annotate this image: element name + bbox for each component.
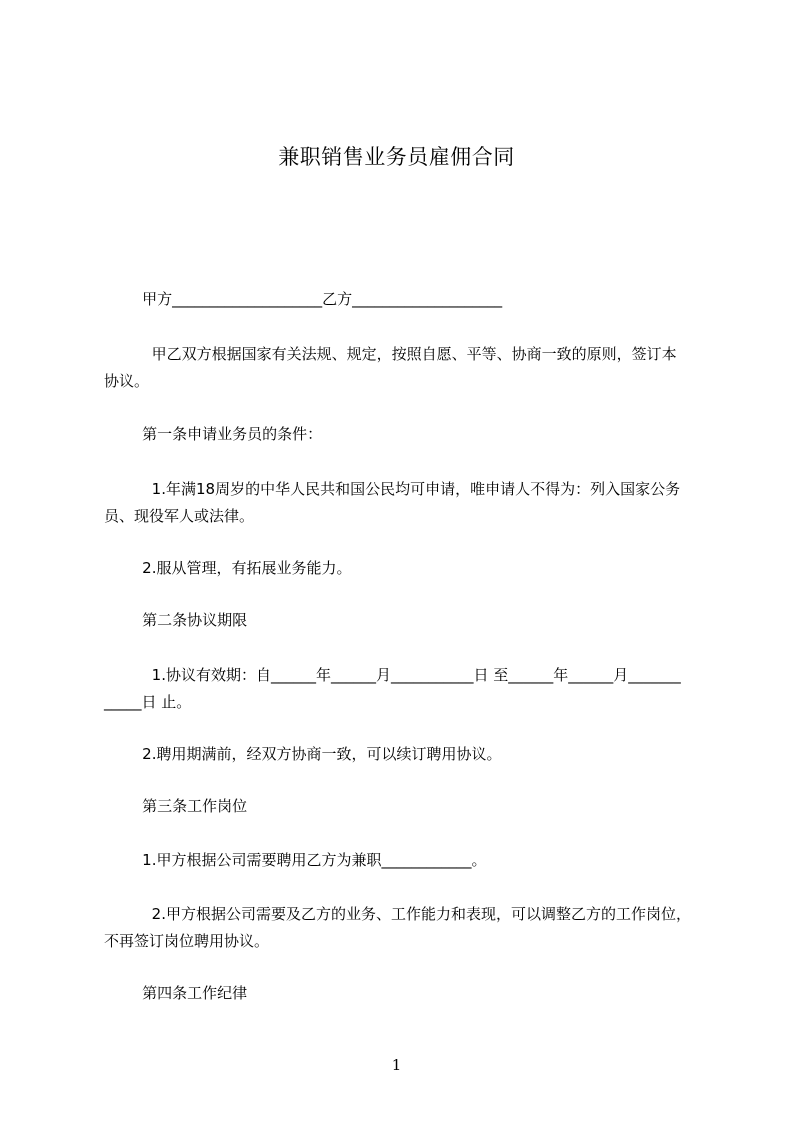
article-3-item-1: 1.甲方根据公司需要聘用乙方为兼职____________。 [104,851,487,869]
page-number: 1 [391,1056,402,1074]
article-4-heading: 第四条工作纪律 [104,984,248,1002]
article-2-item-2: 2.聘用期满前，经双方协商一致，可以续订聘用协议。 [104,745,502,763]
article-1-item-1-line-2: 员、现役军人或法律。 [104,507,255,525]
article-3-item-2-line-2: 不再签订岗位聘用协议。 [104,932,270,950]
article-1-heading: 第一条申请业务员的条件： [104,425,323,443]
preamble-line-2: 协议。 [104,372,150,390]
document-title: 兼职销售业务员雇佣合同 [278,145,515,169]
article-3-heading: 第三条工作岗位 [104,797,248,815]
preamble-line-1: 甲乙双方根据国家有关法规、规定，按照自愿、平等、协商一致的原则，签订本 [104,345,677,363]
article-2-item-1-line-2: _____日 止。 [104,693,192,711]
article-1-item-2: 2.服从管理，有拓展业务能力。 [104,559,352,577]
article-3-item-2-line-1: 2.甲方根据公司需要及乙方的业务、工作能力和表现，可以调整乙方的工作岗位， [104,905,691,923]
article-2-item-1-line-1: 1.协议有效期：自______年______月___________日 至______年______月_______ [104,666,681,684]
article-2-heading: 第二条协议期限 [104,611,248,629]
article-1-item-1-line-1: 1.年满18周岁的中华人民共和国公民均可申请，唯申请人不得为：列入国家公务 [104,480,681,498]
party-line: 甲方____________________乙方____________________ [104,290,503,308]
